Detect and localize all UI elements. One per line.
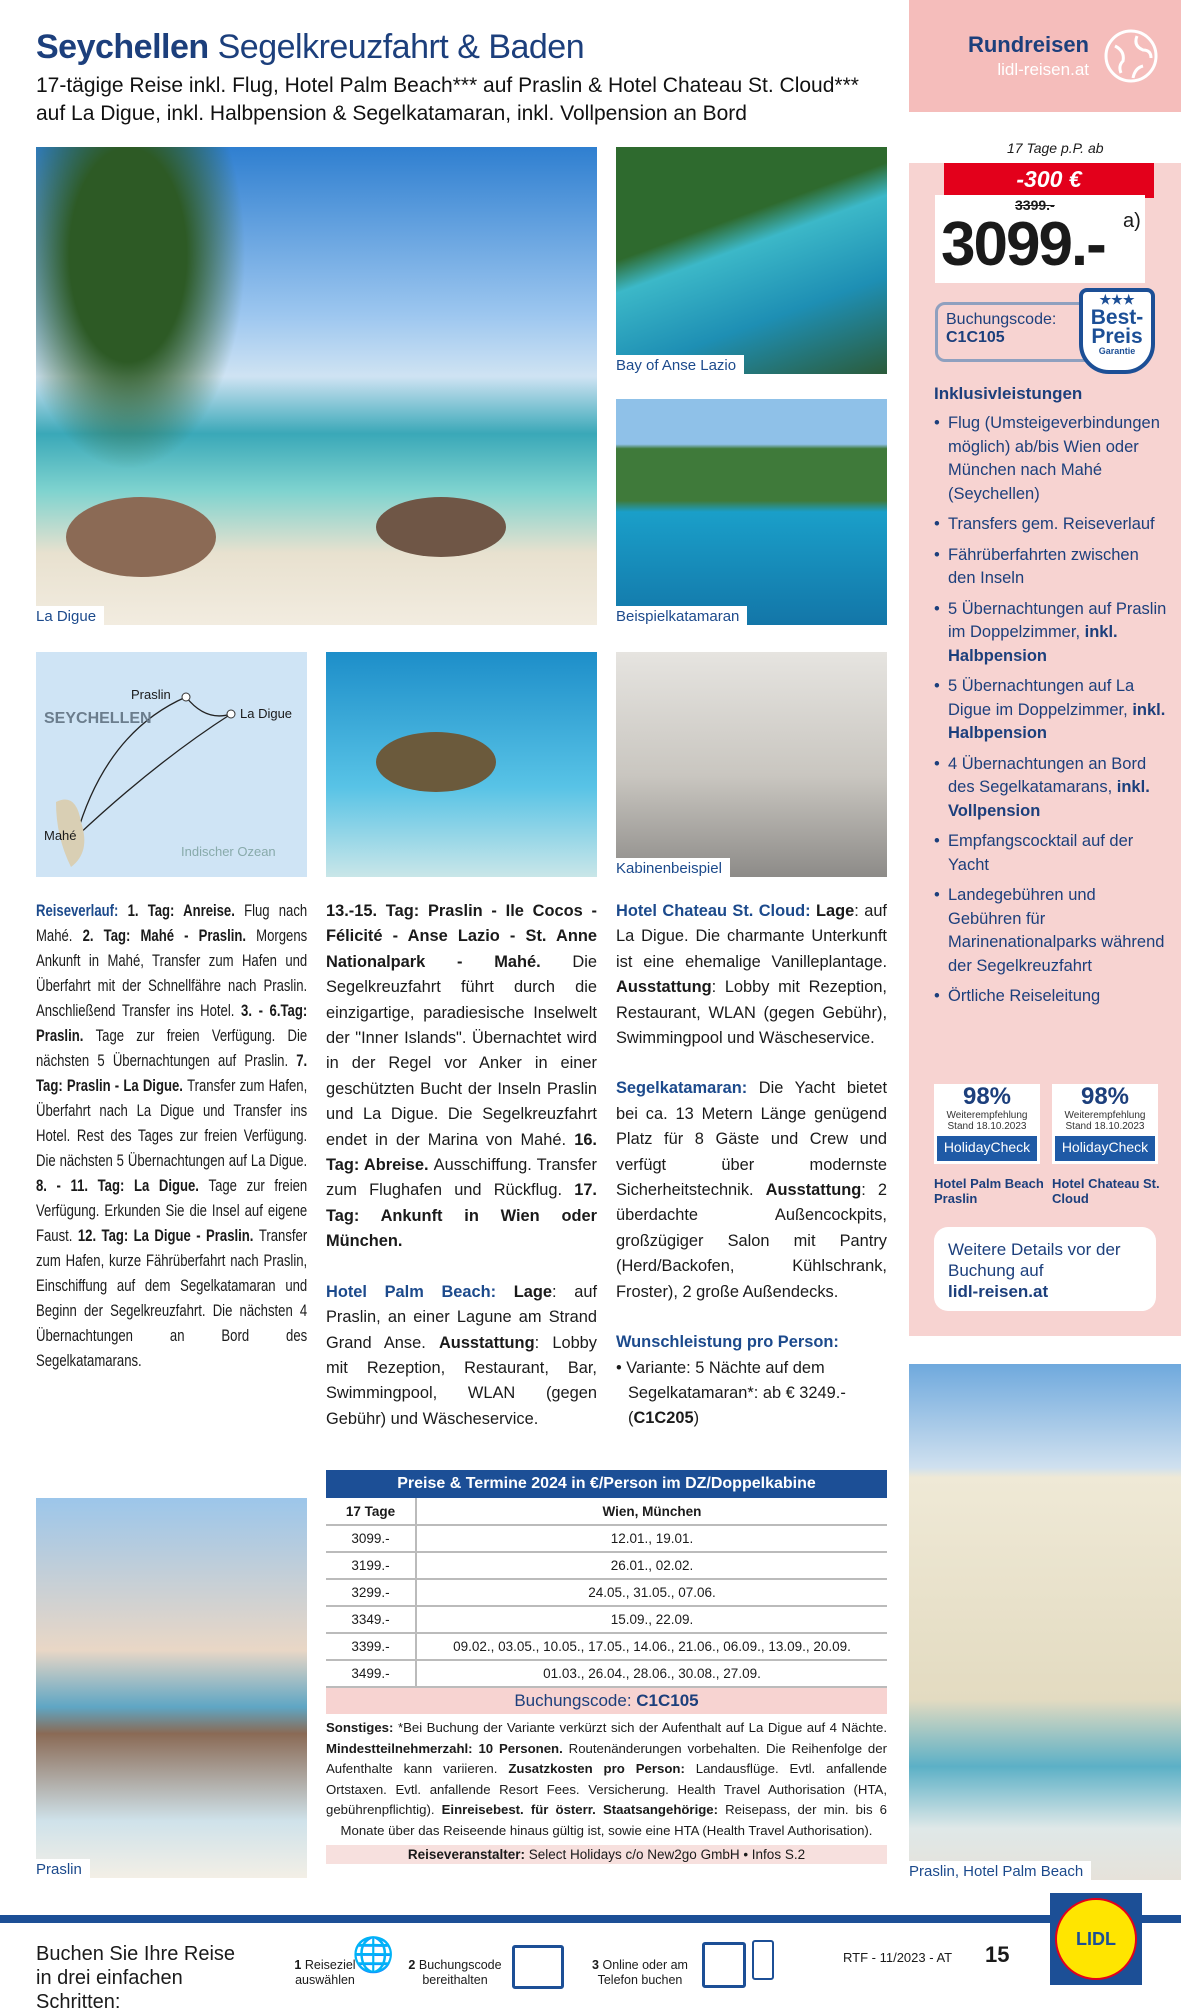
katamaran-photo [616,399,887,625]
best-price-badge: ★★★ Best- Preis Garantie [1079,288,1155,374]
price-table-title: Preise & Termine 2024 in €/Person im DZ/Doppelkabine [326,1470,887,1498]
discount-badge: -300 € [944,163,1154,198]
bold-run: Einreisebest. für österr. Staatsangehörige: [441,1802,726,1817]
text-run: : Lobby mit Rezeption, Restaurant, Bar, Swimmingpool, WLAN (gegen Gebühr) und Wäscheservice. [326,1333,597,1428]
text-run: : Lobby mit Rezeption, Restaurant, WLAN (gegen Gebühr), Swimmingpool und Wäscheservice. [616,978,887,1048]
text-run: Tage zur freien Verfügung. Erkunden Sie die Insel auf eigene Faust. [36,1177,308,1245]
itinerary-col2 [326,899,597,1432]
bold-run: 8. - 11. Tag: La Digue. [36,1177,209,1195]
phone-icon [752,1940,774,1980]
table-row [326,1606,887,1633]
page-title: Seychellen Segelkreuzfahrt & Baden [36,28,585,66]
map-label: SEYCHELLEN [44,710,152,727]
caption: Beispielkatamaran [616,606,747,625]
caption: La Digue [36,606,104,625]
bold-run: 3. - 6.Tag: Praslin. [36,1002,308,1045]
caption: Bay of Anse Lazio [616,355,744,374]
price-prefix: 17 Tage p.P. ab [1007,140,1104,156]
sidebar [909,0,1181,1880]
globe-icon [1103,28,1159,84]
booking-code: Buchungscode: C1C105 [326,1688,887,1714]
step-3: 3 Online oder am Telefon buchen [592,1958,688,1987]
price-cell: 3499.- [326,1660,416,1687]
dates-cell: 09.02., 03.05., 10.05., 17.05., 14.06., 21.06., 06.09., 13.09., 20.09. [416,1633,887,1660]
list-item: • Landegebühren und Gebühren für Marinenationalparks während der Segelkreuzfahrt [934,884,1169,978]
page-number: 15 [985,1942,1010,1967]
price-cell: 3299.- [326,1579,416,1606]
list-item: • 4 Übernachtungen an Bord des Segelkatamarans, inkl. Vollpension [934,753,1169,824]
text-run: Morgens Ankunft in Mahé, Transfer zum Hafen und Überfahrt mit der Schnellfähre nach Praslin. Anschließend Transfer ins Hotel. [36,927,308,1020]
list-item: • Fährüberfahrten zwischen den Inseln [934,544,1169,591]
bold-run: Lage [816,902,855,920]
bold-run: 17. Tag: Ankunft in Wien oder München. [326,1181,597,1251]
hotel-palm-beach [326,1280,597,1432]
laptop-icon [702,1942,746,1988]
text-run: Landausflüge. Evtl. anfallende Ortstaxen. Evtl. anfallende Resort Fees. Versicherung. Health Travel Authorisation (HTA, gebührenpflichtig). [326,1761,887,1817]
bay-photo [616,147,887,374]
text-run: Ausschiffung. Transfer zum Flughafen und Rückflug. [326,1156,598,1200]
bold-run: Hotel Palm Beach: [326,1282,514,1301]
holidaycheck-badge: 98% Weiterempfehlung Stand 18.10.2023 HolidayCheck Hotel Chateau St. Cloud [1052,1083,1160,1206]
map-label: Mahé [44,828,77,843]
issue-ref: RTF - 11/2023 - AT [843,1950,953,1965]
price-box: 3399.- 3099.- a) [935,195,1145,283]
list-item: • 5 Übernachtungen auf Praslin im Doppelzimmer, inkl. Halbpension [934,598,1169,669]
table-row [326,1660,887,1687]
price-cell: 3099.- [326,1525,416,1552]
praslin-photo [36,1498,307,1878]
text-run: : auf La Digue. Die charmante Unterkunft ist eine ehemalige Vanilleplantage. [616,902,887,971]
caption: Kabinenbeispiel [616,858,730,877]
step-1: 1 Reiseziel auswählen [294,1958,356,1987]
bold-run: 12. Tag: La Digue - Praslin. [77,1227,259,1245]
site-label: lidl-reisen.at [997,60,1089,79]
text-run: Reisepass, der min. bis 6 Monate über das Reiseende hinaus gültig ist, sowie eine HTA (Health Travel Authorisation). [340,1802,887,1838]
bold-run: Reiseverlauf: [36,902,128,920]
website-link[interactable]: lidl-reisen.at [948,1282,1049,1301]
footer-intro: Buchen Sie Ihre Reise in drei einfachen Schritten: [36,1943,236,2013]
dates-cell: 26.01., 02.02. [416,1552,887,1579]
map-label: Indischer Ozean [181,844,276,859]
bold-run: 1. Tag: Anreise. [127,902,245,920]
inclusions-list [934,412,1169,1016]
bold-run: 13.-15. Tag: Praslin - Ile Cocos - Félicité - Anse Lazio - St. Anne Nationalpark - Mahé. [326,902,597,971]
text-run: Transfer zum Hafen, Überfahrt nach La Digue und Transfer ins Hotel. Rest des Tages zur freien Verfügung. Die nächsten 5 Übernachtungen auf La Digue. [36,1077,308,1170]
category-label: Rundreisen [967,32,1089,57]
list-item: • Empfangscocktail auf der Yacht [934,830,1169,877]
price: 3099.- [941,210,1105,279]
inclusions-title: Inklusivleistungen [934,384,1083,403]
price-cell: 3349.- [326,1606,416,1633]
col-header: Wien, München [416,1498,887,1525]
text-run: Die Segelkreuzfahrt führt durch die einzigartige, paradiesische Inselwelt der "Inner Islands". Übernachtet wird in der Regel vor Anker in einer geschützten Bucht der Inseln Praslin und La Digue. Die Segelkreuzfahrt endet in der Marina von Mahé. [326,952,597,1149]
col-header: 17 Tage [326,1498,416,1525]
caption: Praslin, Hotel Palm Beach [909,1861,1091,1880]
bold-run: Segelkatamaran: [616,1079,759,1098]
booking-code-box: Buchungscode: C1C105 [935,302,1105,362]
list-item: • Örtliche Reiseleitung [934,985,1169,1009]
catalog-icon [512,1945,564,1989]
text-run: Die Yacht bietet bei ca. 13 Metern Länge genügend Platz für 8 Gäste und Crew und verfügt über modernste Sicherheitstechnik. [616,1079,887,1200]
text-run: Tage zur freien Verfügung. Die nächsten 5 Übernachtungen auf Praslin. [36,1027,308,1070]
bold-run: Sonstiges: [326,1720,398,1735]
hotel-info-col3 [616,899,887,1432]
bold-run: Lage [513,1282,553,1301]
subtitle: 17-tägige Reise inkl. Flug, Hotel Palm Beach*** auf Praslin & Hotel Chateau St. Cloud*** auf La Digue, inkl. Halbpension & Segelkatamaran, inkl. Vollpension an Bord [36,74,859,125]
text-run: : auf Praslin, an einer Lagune am Strand Grand Anse. [326,1282,597,1352]
notes [326,1718,887,1841]
text-run: • Variante: 5 Nächte auf dem Segelkatamaran*: ab € 3249.- ( [616,1358,846,1428]
text-run: ) [693,1409,700,1428]
organizer: Reiseveranstalter: Select Holidays c/o New2go GmbH • Infos S.2 [326,1845,887,1864]
bold-run: Ausstattung [616,978,712,997]
bold-run: 7. Tag: Praslin - La Digue. [36,1052,308,1095]
caption: Praslin [36,1859,90,1878]
bold-run: 16. Tag: Abreise. [326,1130,597,1175]
dates-cell: 15.09., 22.09. [416,1606,887,1633]
category-header [909,0,1181,112]
dates-cell: 12.01., 19.01. [416,1525,887,1552]
list-item: • 5 Übernachtungen auf La Digue im Doppelzimmer, inkl. Halbpension [934,675,1169,746]
table-row [326,1633,887,1660]
table-row [326,1552,887,1579]
dates-cell: 24.05., 31.05., 07.06. [416,1579,887,1606]
text-run: Routenänderungen vorbehalten. Die Reihenfolge der Aufenthalte kann variieren. [326,1740,887,1776]
map-label: La Digue [240,706,293,721]
bold-run: Mindestteilnehmerzahl: 10 Personen. [326,1740,569,1756]
list-item: • Transfers gem. Reiseverlauf [934,513,1169,537]
turtle-photo [326,652,597,877]
details-box: Weitere Details vor der Buchung auf lidl-reisen.at [934,1227,1156,1311]
la-digue-photo [36,147,597,625]
cabin-photo [616,652,887,877]
text-run: Flug nach Mahé. [36,902,308,945]
lidl-logo: LIDL [1050,1893,1142,1985]
text-run: Transfer zum Hafen, kurze Fährüberfahrt nach Praslin, Einschiffung auf dem Segelkatamaran und Beginn der Segelkreuzfahrt. Die nächsten 4 Übernachtungen an Bord des Segelkatamarans. [36,1227,308,1370]
bold-run: Zusatzkosten pro Person: [508,1761,696,1776]
price-cell: 3399.- [326,1633,416,1660]
bold-run: Ausstattung [438,1333,535,1352]
map-label: Praslin [131,687,171,702]
route-map [36,652,307,877]
footer-divider [0,1915,1181,1923]
table-row [326,1525,887,1552]
step-2: 2 Buchungscode bereithalten [408,1958,502,1987]
wunsch-title: Wunschleistung pro Person: [616,1333,839,1352]
bold-run: Ausstattung [765,1181,862,1200]
list-item: • Flug (Umsteigeverbindungen möglich) ab/bis Wien oder München nach Mahé (Seychellen) [934,412,1169,506]
table-row [326,1579,887,1606]
globe-icon: 🌐 [352,1936,395,1974]
dates-cell: 01.03., 26.04., 28.06., 30.08., 27.09. [416,1660,887,1687]
holidaycheck-badge: 98% Weiterempfehlung Stand 18.10.2023 HolidayCheck Hotel Palm Beach Praslin [934,1083,1044,1206]
price-cell: 3199.- [326,1552,416,1579]
bold-run: Hotel Chateau St. Cloud: [616,902,816,920]
itinerary-col1 [36,899,307,1374]
bold-run: C1C205 [633,1409,694,1428]
price-table [326,1470,887,1864]
hotel-photo [909,1364,1181,1880]
text-run: *Bei Buchung der Variante verkürzt sich der Aufenthalt auf La Digue auf 4 Nächte. [397,1720,887,1735]
text-run: : 2 überdachte Außencockpits, großzügiger Salon mit Pantry (Herd/Backofen, Kühlschrank, Froster), 2 große Außendecks. [616,1181,887,1301]
bold-run: 2. Tag: Mahé - Praslin. [82,927,257,945]
